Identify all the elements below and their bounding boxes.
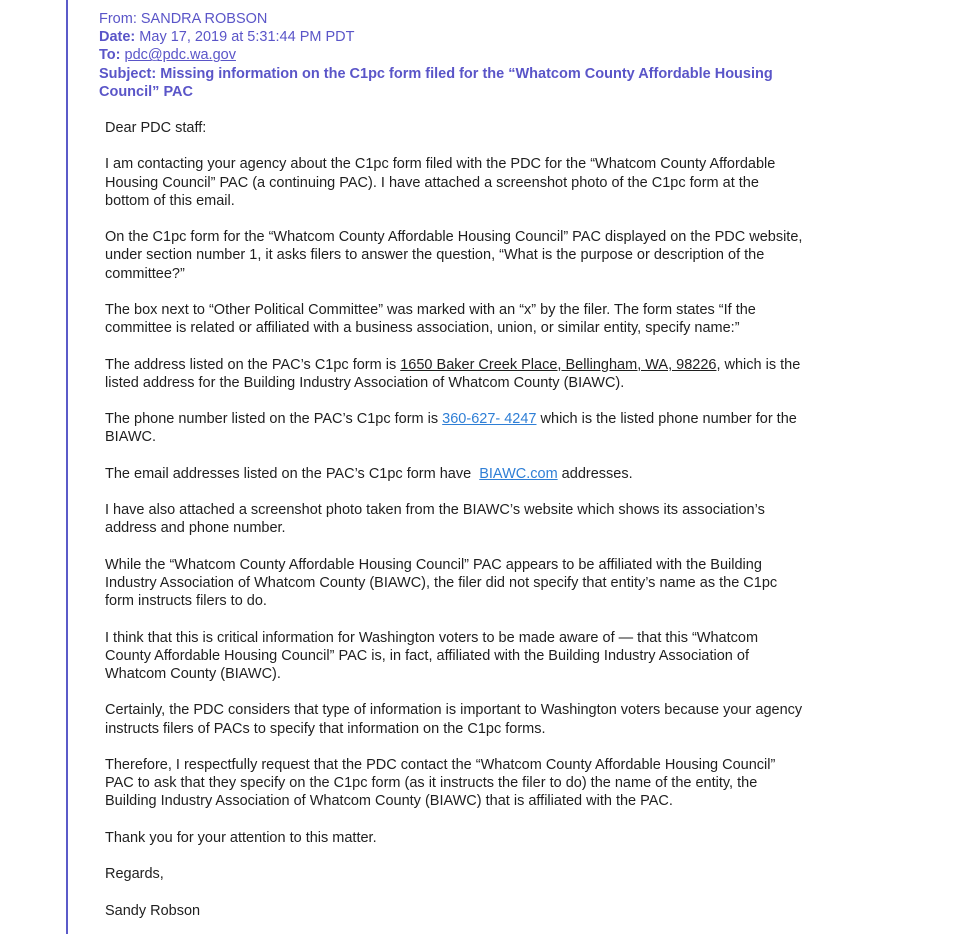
p6-text-pre: The email addresses listed on the PAC’s C1pc form have	[105, 465, 480, 482]
paragraph-7: I have also attached a screenshot photo taken from the BIAWC’s website which shows its association’s address and phone number.	[105, 502, 765, 537]
subject-value: Missing information on the C1pc form filed for the “Whatcom County Affordable Housing Council” PAC	[99, 65, 773, 100]
paragraph-1: I am contacting your agency about the C1pc form filed with the PDC for the “Whatcom County Affordable Housing Council” PAC (a continuing PAC). I have attached a screenshot photo of the C1pc form at the bottom of this email.	[105, 156, 776, 209]
email-body	[105, 119, 805, 938]
address-link[interactable]: 1650 Baker Creek Place, Bellingham, WA, 98226	[400, 356, 717, 373]
from-label: From:	[99, 11, 137, 27]
paragraph-11: Therefore, I respectfully request that the PDC contact the “Whatcom County Affordable Housing Council” PAC to ask that they specify on the C1pc form (as it instructs the filer to do) the name of the entity, the Building Industry Association of Whatcom County (BIAWC) that is affiliated with the PAC.	[105, 756, 776, 810]
to-email-link[interactable]: pdc@pdc.wa.gov	[124, 47, 236, 64]
paragraph-8: While the “Whatcom County Affordable Housing Council” PAC appears to be affiliated with the Building Industry Association of Whatcom County (BIAWC), the filer did not specify that entity’s name as the C1pc form instructs filers to do.	[105, 556, 778, 610]
subject-row	[99, 65, 779, 101]
quote-bar	[66, 0, 68, 934]
paragraph-4	[105, 356, 805, 392]
greeting: Dear PDC staff:	[105, 120, 207, 136]
paragraph-3: The box next to “Other Political Committee” was marked with an “x” by the filer. The form states “If the committee is related or affiliated with a business association, union, or similar entity, specify name:”	[105, 301, 756, 337]
date-row	[99, 28, 779, 46]
p5-text-pre: The phone number listed on the PAC’s C1pc form is	[105, 411, 443, 428]
to-row	[99, 46, 779, 64]
paragraph-10: Certainly, the PDC considers that type of information is important to Washington voters because your agency instructs filers of PACs to specify that information on the C1pc forms.	[105, 702, 803, 737]
paragraph-2: On the C1pc form for the “Whatcom County Affordable Housing Council” PAC displayed on the PDC website, under section number 1, it asks filers to answer the question, “What is the purpose or description of the committee?”	[105, 229, 803, 282]
regards-line: Regards,	[105, 866, 164, 883]
date-label: Date:	[99, 29, 136, 46]
paragraph-6	[105, 465, 805, 483]
signature: Sandy Robson	[105, 902, 201, 919]
p4-text-pre: The address listed on the PAC’s C1pc form is	[105, 356, 401, 373]
thanks-line: Thank you for your attention to this matter.	[105, 829, 377, 846]
p6-text-post: addresses.	[557, 465, 633, 482]
from-value: SANDRA ROBSON	[140, 11, 268, 27]
p4-text-post: , which is the listed address for the Building Industry Association of Whatcom County (BIAWC).	[105, 356, 801, 391]
paragraph-5	[105, 410, 805, 446]
p5-text-post: which is the listed phone number for the BIAWC.	[105, 411, 797, 446]
phone-link[interactable]: 360-627- 4247	[442, 411, 537, 428]
to-label: To:	[99, 47, 121, 64]
subject-label: Subject:	[99, 65, 157, 82]
paragraph-9: I think that this is critical information for Washington voters to be made aware of — that this “Whatcom County Affordable Housing Council” PAC is, in fact, affiliated with the Building Industry Association of Whatcom County (BIAWC).	[105, 629, 759, 682]
biawc-link[interactable]: BIAWC.com	[479, 465, 558, 482]
from-row	[99, 10, 779, 28]
email-header	[99, 10, 779, 101]
date-value: May 17, 2019 at 5:31:44 PM PDT	[139, 29, 355, 46]
